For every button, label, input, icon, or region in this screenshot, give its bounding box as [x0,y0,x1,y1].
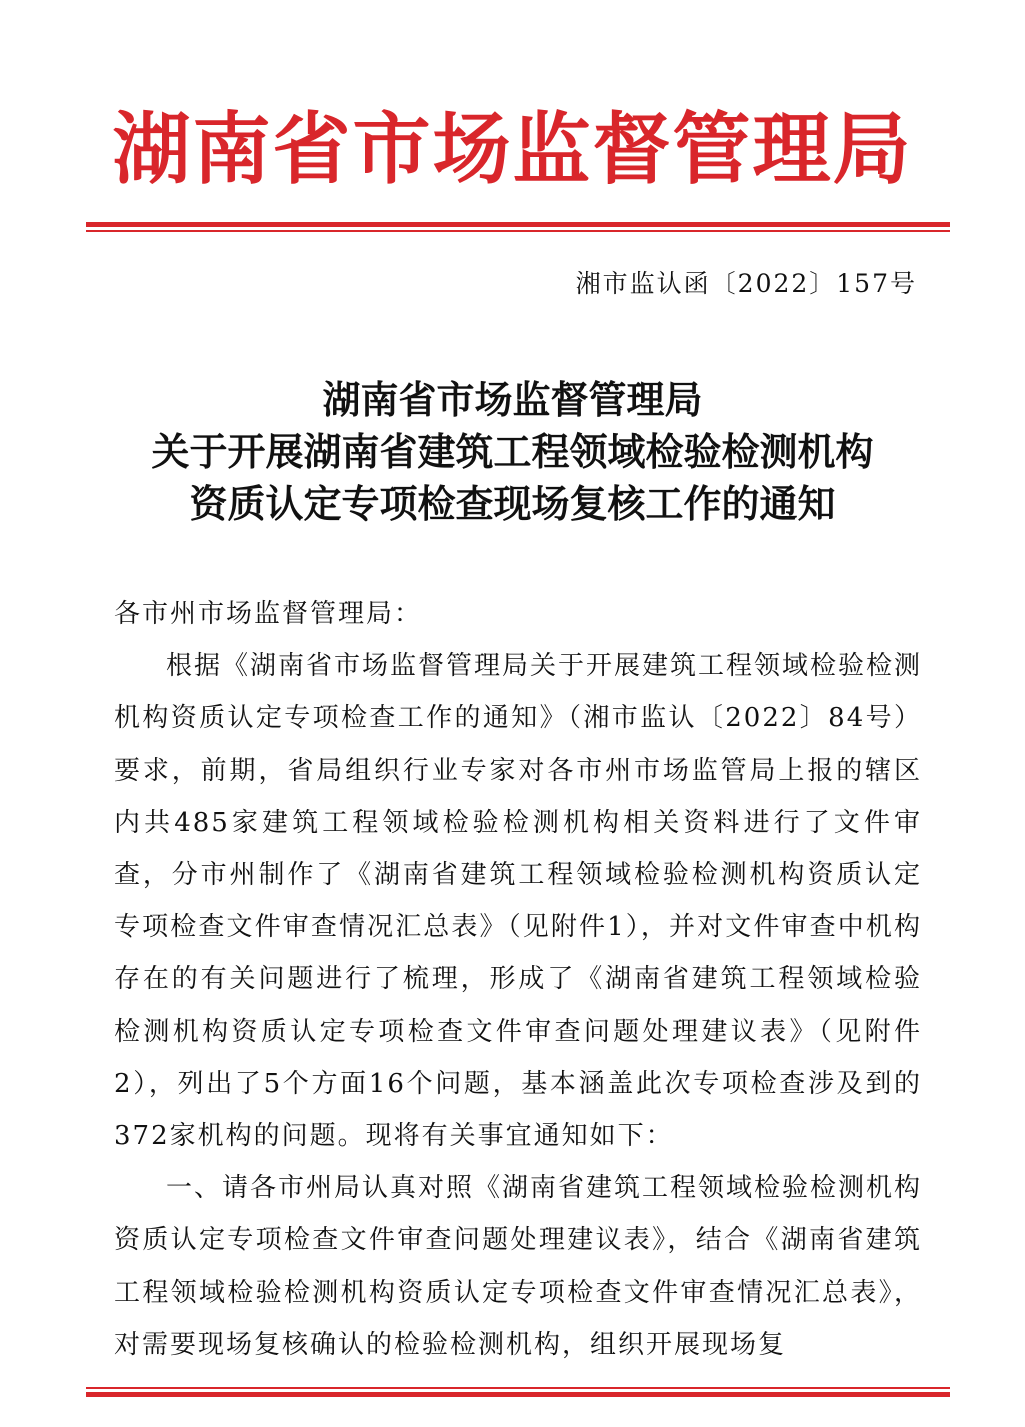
document-number: 湘市监认函〔2022〕157号 [575,269,917,298]
document-body [114,588,922,1371]
divider-thick-line [86,1392,950,1397]
title-line-2: 关于开展湖南省建筑工程领域检验检测机构 [151,429,874,474]
footer-divider [86,1387,950,1397]
body-paragraph-1: 根据《湖南省市场监督管理局关于开展建筑工程领域检验检测机构资质认定专项检查工作的通知》（湘市监认〔2022〕84号）要求，前期，省局组织行业专家对各市州市场监管局上报的辖区内共485家建筑工程领域检验检测机构相关资料进行了文件审查，分市州制作了《湖南省建筑工程领域检验检测机构资质认定专项检查文件审查情况汇总表》（见附件1），并对文件审查中机构存在的有关问题进行了梳理，形成了《湖南省建筑工程领域检验检测机构资质认定专项检查文件审查问题处理建议表》（见附件2），列出了5个方面16个问题，基本涵盖此次专项检查涉及到的372家机构的问题。现将有关事宜通知如下： [114,651,923,1152]
agency-masthead: 湖南省市场监督管理局 [112,104,913,195]
masthead-divider [86,222,950,232]
title-line-1: 湖南省市场监督管理局 [322,377,703,422]
body-paragraph-2: 一、请各市州局认真对照《湖南省建筑工程领域检验检测机构资质认定专项检查文件审查问题处理建议表》，结合《湖南省建筑工程领域检验检测机构资质认定专项检查文件审查情况汇总表》，对需要现场复核确认的检验检测机构，组织开展现场复 [114,1173,923,1360]
divider-thin-line [86,1387,950,1389]
salutation: 各市州市场监督管理局： [114,599,423,629]
document-title [0,374,1025,530]
divider-thin-line [86,230,950,232]
title-line-3: 资质认定专项检查现场复核工作的通知 [189,481,836,526]
divider-thick-line [86,222,950,227]
